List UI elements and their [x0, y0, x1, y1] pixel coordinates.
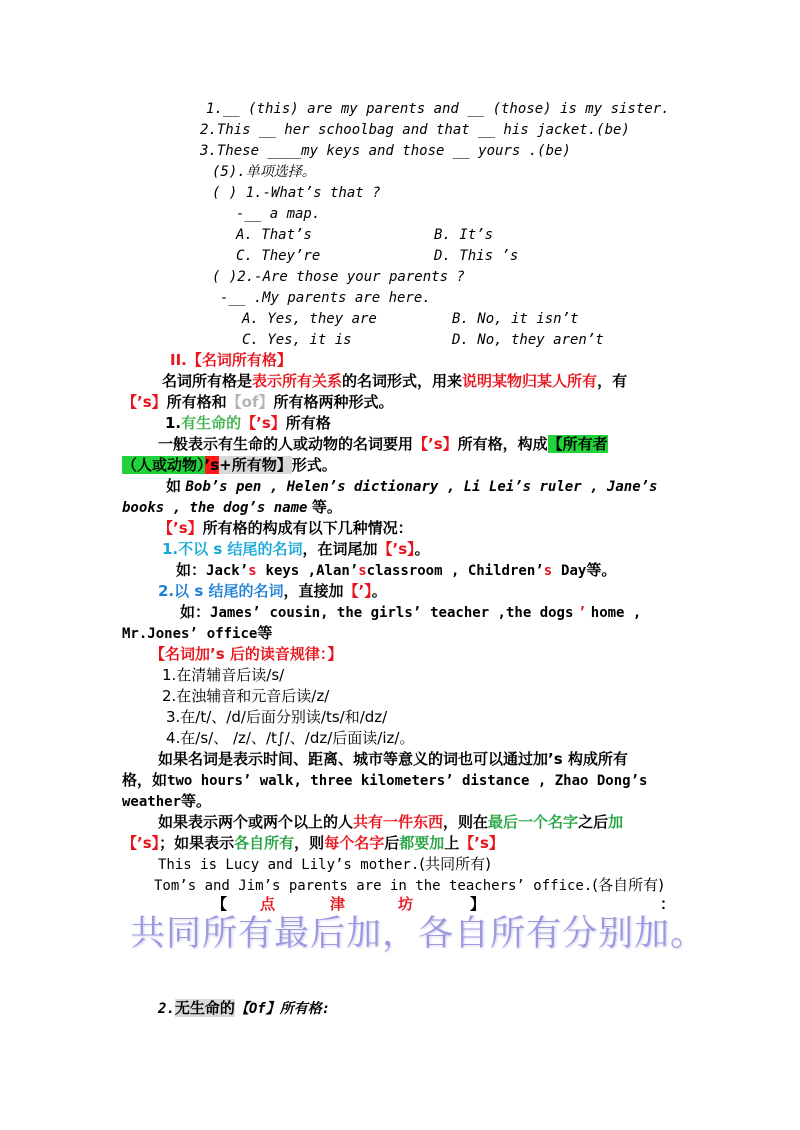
paragraph-4-line-1: 如果名词是表示时间、距离、城市等意义的词也可以通过加’s 构成所有: [158, 750, 628, 768]
question-1-answer-line: -__ a map.: [236, 206, 321, 222]
tip-colon: ：: [660, 895, 676, 913]
pronunciation-rule-1: 1.在清辅音后读/s/: [162, 666, 285, 684]
q1-option-b: B. It’s: [434, 227, 494, 243]
q2-option-c: C. Yes, it is: [242, 332, 352, 348]
paragraph-1-line-1: 名词所有格是表示所有关系的名词形式，用来说明某物归某人所有，有: [162, 372, 628, 390]
q2-option-d: D. No, they aren’t: [452, 332, 604, 348]
example-shared-ownership: This is Lucy and Lily’s mother.(共同所有): [158, 855, 492, 873]
pronunciation-title: 【名词加’s 后的读音规律：】: [150, 645, 343, 663]
tip-banner: 共同所有最后加，各自所有分别加。: [130, 914, 707, 954]
example-1-line-1: 如 Bob’s pen , Helen’s dictionary , Li Lei’s ruler , Jane’s: [166, 477, 658, 495]
paragraph-3: 【’s】所有格的构成有以下几种情况：: [158, 519, 413, 537]
rule-2: 2.以 s 结尾的名词，直接加【’】。: [158, 582, 387, 600]
tip-char-2: 津: [330, 895, 346, 913]
subsection-2-heading: 2.无生命的【Of】所有格:: [158, 999, 331, 1017]
exercise-line-3: 3.These ____my keys and those __ yours .(be): [200, 143, 571, 159]
exercise-line-2: 2.This __ her schoolbag and that __ his jacket.(be): [200, 122, 630, 138]
q1-option-d: D. This ’s: [434, 248, 519, 264]
tip-bracket-left: 【: [212, 895, 228, 913]
rule-2-example-line-2: Mr.Jones’ office等: [122, 624, 273, 642]
subsection-1-heading: 1.有生命的【’s】所有格: [165, 414, 331, 432]
exercise-5-heading: (5).单项选择。: [212, 164, 316, 180]
question-2: ( )2.-Are those your parents ?: [212, 269, 465, 285]
paragraph-5-line-1: 如果表示两个或两个以上的人共有一件东西，则在最后一个名字之后加: [158, 813, 624, 831]
q1-option-a: A. That’s: [236, 227, 312, 243]
rule-1-example: 如：Jack’s keys ,Alan’sclassroom , Children’s Day等。: [176, 561, 617, 579]
example-separate-ownership: Tom’s and Jim’s parents are in the teachers’ office.(各自所有): [154, 876, 665, 894]
question-2-answer-line: -__ .My parents are here.: [220, 290, 431, 306]
q1-option-c: C. They’re: [236, 248, 321, 264]
paragraph-4-line-2: 格，如two hours’ walk, three kilometers’ distance , Zhao Dong’s: [122, 771, 648, 789]
rule-1: 1.不以 s 结尾的名词，在词尾加【’s】。: [162, 540, 430, 558]
pronunciation-rule-4: 4.在/s/、 /z/、/t∫/、/dz/后面读/iz/。: [166, 729, 415, 747]
paragraph-4-line-3: weather等。: [122, 792, 212, 810]
q2-option-b: B. No, it isn’t: [452, 311, 579, 327]
q2-option-a: A. Yes, they are: [242, 311, 377, 327]
tip-char-3: 坊: [398, 895, 414, 913]
example-1-line-2: books , the dog’s name 等。: [122, 498, 342, 516]
paragraph-2-line-1: 一般表示有生命的人或动物的名词要用【’s】所有格，构成【所有者: [158, 435, 608, 453]
question-1: ( ) 1.-What’s that ?: [212, 185, 381, 201]
section-title: II.【名词所有格】: [170, 351, 292, 369]
paragraph-1-line-2: 【’s】所有格和【of】所有格两种形式。: [122, 393, 394, 411]
paragraph-2-line-2: （人或动物）’s+所有物】形式。: [122, 456, 337, 474]
rule-2-example-line-1: 如：James’ cousin, the girls’ teacher ,the dogs ’ home ,: [180, 603, 642, 621]
tip-bracket-right: 】: [470, 895, 486, 913]
pronunciation-rule-3: 3.在/t/、/d/后面分别读/ts/和/dz/: [166, 708, 388, 726]
paragraph-5-line-2: 【’s】；如果表示各自所有，则每个名字后都要加上【’s】: [122, 834, 504, 852]
exercise-line-1: 1.__ (this) are my parents and __ (those) is my sister.: [206, 101, 670, 117]
pronunciation-rule-2: 2.在浊辅音和元音后读/z/: [162, 687, 330, 705]
tip-char-1: 点: [260, 895, 276, 913]
